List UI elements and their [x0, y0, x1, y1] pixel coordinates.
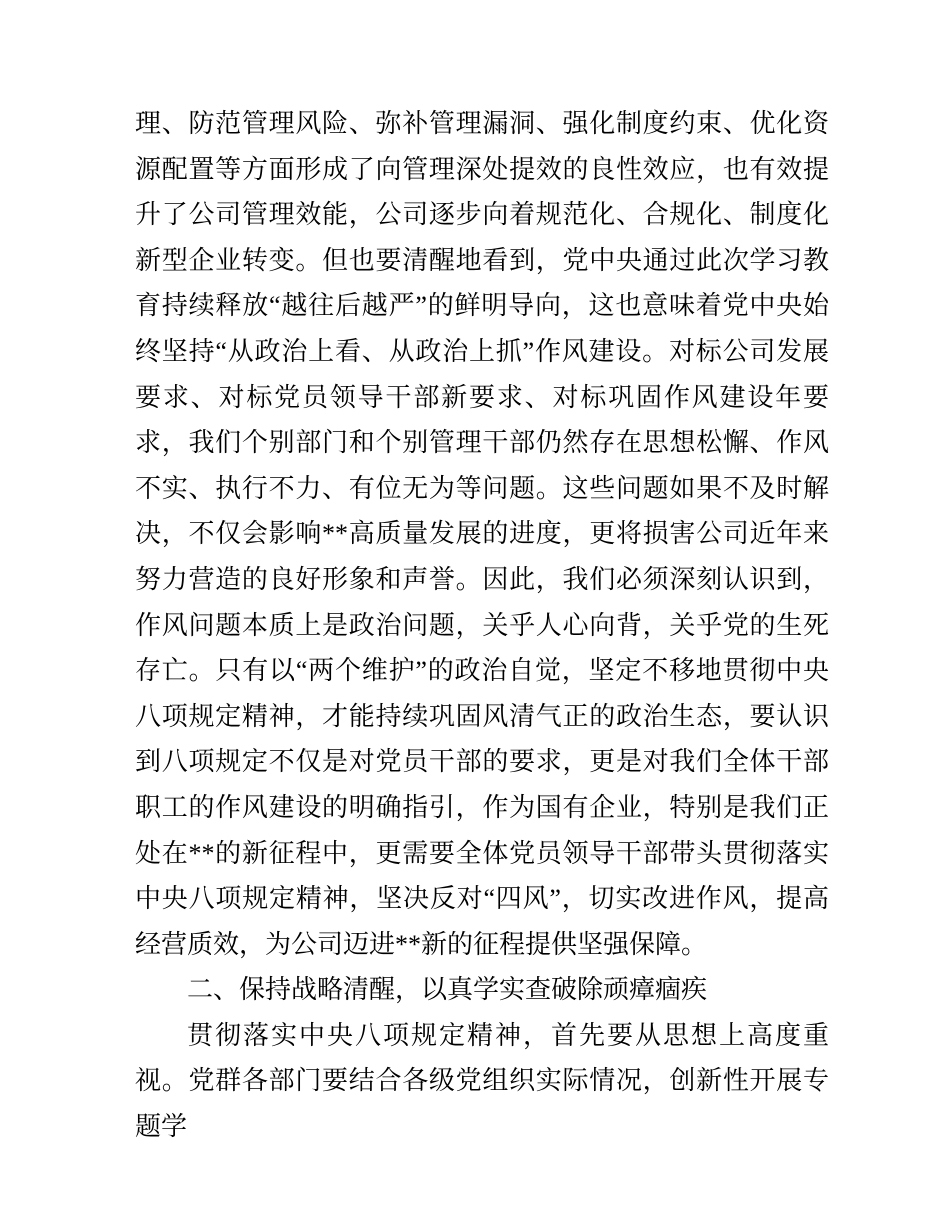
document-text-block — [135, 101, 829, 1150]
section-heading: 二、保持战略清醒，以真学实查破除顽瘴痼疾 — [187, 975, 708, 1005]
paragraph-continuation: 理、防范管理风险、弥补管理漏洞、强化制度约束、优化资源配置等方面形成了向管理深处提效的良性效应，也有效提升了公司管理效能，公司逐步向着规范化、合规化、制度化新型企业转变。但也要清醒地看到，党中央通过此次学习教育持续释放“越往后越严”的鲜明导向，这也意味着党中央始终坚持“从政治上看、从政治上抓”作风建设。对标公司发展要求、对标党员领导干部新要求、对标巩固作风建设年要求，我们个别部门和个别管理干部仍然存在思想松懈、作风不实、执行不力、有位无为等问题。这些问题如果不及时解决，不仅会影响**高质量发展的进度，更将损害公司近年来努力营造的良好形象和声誉。因此，我们必须深刻认识到，作风问题本质上是政治问题，关乎人心向背，关乎党的生死存亡。只有以“两个维护”的政治自觉，坚定不移地贯彻中央八项规定精神，才能持续巩固风清气正的政治生态，要认识到八项规定不仅是对党员干部的要求，更是对我们全体干部职工的作风建设的明确指引，作为国有企业，特别是我们正处在**的新征程中，更需要全体党员领导干部带头贯彻落实中央八项规定精神，坚决反对“四风”，切实改进作风，提高经营质效，为公司迈进**新的征程提供坚强保障。 — [135, 109, 829, 959]
paragraph-body: 贯彻落实中央八项规定精神，首先要从思想上高度重视。党群各部门要结合各级党组织实际情况，创新性开展专题学 — [135, 1020, 829, 1142]
